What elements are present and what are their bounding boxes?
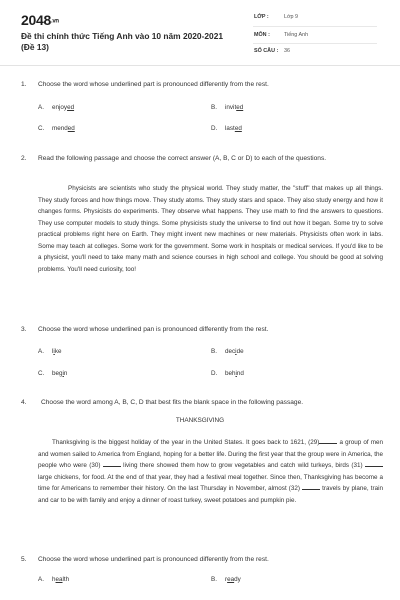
option-letter: A. bbox=[38, 104, 44, 111]
option-b[interactable] bbox=[211, 348, 244, 355]
passage-text: living there showed them how to grow vegetables and catch wild turkeys, birds (31) bbox=[120, 462, 365, 469]
cloze-passage bbox=[38, 437, 383, 506]
option-word: l bbox=[52, 348, 54, 355]
document-title: Đề thi chính thức Tiếng Anh vào 10 năm 2020-2021 (Đề 13) bbox=[21, 31, 224, 52]
underlined-part: ea bbox=[55, 576, 63, 583]
question-text: Choose the word whose underlined part is pronounced differently from the rest. bbox=[38, 556, 269, 563]
underlined-part: i bbox=[53, 348, 55, 355]
passage-title: THANKSGIVING bbox=[175, 417, 225, 424]
passage-text: Thanksgiving is the biggest holiday of the year in the United States. It goes back to 1621, (29) bbox=[52, 439, 320, 446]
meta-count-value: 36 bbox=[284, 48, 290, 54]
underlined-part: i bbox=[235, 348, 237, 355]
option-c[interactable] bbox=[38, 125, 75, 132]
option-letter: B. bbox=[211, 348, 217, 355]
meta-subject-label: MÔN : bbox=[254, 32, 270, 38]
question-text: Read the following passage and choose the correct answer (A, B, C or D) to each of the questions. bbox=[38, 155, 327, 162]
underlined-part: ea bbox=[227, 576, 235, 583]
option-d[interactable] bbox=[211, 125, 242, 132]
underlined-part: ed bbox=[236, 104, 244, 111]
underlined-part: i bbox=[235, 370, 237, 377]
option-word: r bbox=[225, 576, 228, 583]
passage-text: Physicists are scientists who study the physical world. They study matter, the "stuff" that makes up all things. They study forces and how things move. They study atoms. They study stars and space. They also study energy and how it changes forms. Physicists do experiments. They observe what happens. They use math to find the answers to questions. They use computer models to study things. Some physicists study the universe to find out how it began. Some try to solve practical problems right here on Earth. They might invent new machines or new materials. Physicists often work in labs. Some may teach at colleges. Some work for the government. Some work in hospitals or medical services. If you'd like to be a physicist, you'll need to take many math and science courses in high school and college. You should be good at solving problems. You'll need curiosity, too! bbox=[38, 185, 383, 273]
blank-31[interactable] bbox=[365, 460, 383, 467]
blank-30[interactable] bbox=[103, 460, 121, 467]
option-word: enjoy bbox=[52, 104, 68, 111]
option-word: dy bbox=[234, 576, 241, 583]
meta-class-value: Lớp 9 bbox=[284, 14, 299, 20]
meta-divider bbox=[253, 26, 377, 27]
option-b[interactable] bbox=[211, 104, 243, 111]
blank-32[interactable] bbox=[302, 483, 320, 490]
passage-text: a group of men and women sailed to America from England, hoping for a better life. During the first year that the group were in America, the people who were (30) bbox=[38, 439, 383, 469]
option-word: ke bbox=[54, 348, 62, 355]
option-a[interactable] bbox=[38, 348, 61, 355]
passage-text: large chickens, for food. At the end of that year, they had a festival meal together. Since then, Thanksgiving has become a time for Americans to remember their history. On the last Thursday in November, almost (32) bbox=[38, 473, 383, 492]
reading-passage bbox=[38, 183, 383, 275]
logo-suffix: .vn bbox=[50, 18, 59, 25]
underlined-part: ed bbox=[67, 125, 75, 132]
meta-count-label: SỐ CÂU : bbox=[254, 48, 279, 54]
option-word: invit bbox=[225, 104, 237, 111]
option-b[interactable] bbox=[211, 576, 241, 583]
meta-subject-value: Tiếng Anh bbox=[284, 32, 309, 38]
option-word: last bbox=[225, 125, 235, 132]
option-letter: A. bbox=[38, 576, 44, 583]
option-letter: C. bbox=[38, 125, 45, 132]
question-number: 1. bbox=[21, 81, 27, 88]
underlined-part: ed bbox=[67, 104, 75, 111]
question-number: 3. bbox=[21, 326, 27, 333]
question-number: 4. bbox=[21, 399, 27, 406]
logo-main: 2048 bbox=[21, 12, 51, 28]
option-word: n bbox=[63, 370, 68, 377]
meta-divider bbox=[253, 43, 377, 44]
passage-text: travels by plane, train and car to be with family and enjoy a dinner of roast turkey, sweet potatoes and pumpkin pie. bbox=[38, 485, 383, 504]
option-word: lth bbox=[62, 576, 70, 583]
underlined-part: i bbox=[62, 370, 64, 377]
option-a[interactable] bbox=[38, 104, 74, 111]
option-letter: D. bbox=[211, 370, 218, 377]
question-text: Choose the word whose underlined part is pronounced differently from the rest. bbox=[38, 81, 269, 88]
option-word: beh bbox=[225, 370, 236, 377]
question-number: 2. bbox=[21, 155, 27, 162]
option-letter: D. bbox=[211, 125, 218, 132]
question-text: Choose the word whose underlined pan is pronounced differently from the rest. bbox=[38, 326, 269, 333]
question-number: 5. bbox=[21, 556, 27, 563]
option-word: mend bbox=[52, 125, 68, 132]
option-word: h bbox=[52, 576, 56, 583]
question-text: Choose the word among A, B, C, D that best fits the blank space in the following passage. bbox=[41, 399, 304, 406]
page-header bbox=[0, 0, 400, 66]
option-word: dec bbox=[225, 348, 236, 355]
blank-29[interactable] bbox=[319, 437, 337, 444]
option-letter: C. bbox=[38, 370, 45, 377]
option-letter: A. bbox=[38, 348, 44, 355]
option-d[interactable] bbox=[211, 370, 244, 377]
option-letter: B. bbox=[211, 576, 217, 583]
option-word: de bbox=[236, 348, 244, 355]
meta-class-label: LỚP : bbox=[254, 14, 269, 20]
option-word: nd bbox=[236, 370, 244, 377]
option-letter: B. bbox=[211, 104, 217, 111]
option-c[interactable] bbox=[38, 370, 67, 377]
option-a[interactable] bbox=[38, 576, 69, 583]
option-word: beg bbox=[52, 370, 63, 377]
underlined-part: ed bbox=[234, 125, 242, 132]
site-logo[interactable] bbox=[21, 12, 59, 28]
